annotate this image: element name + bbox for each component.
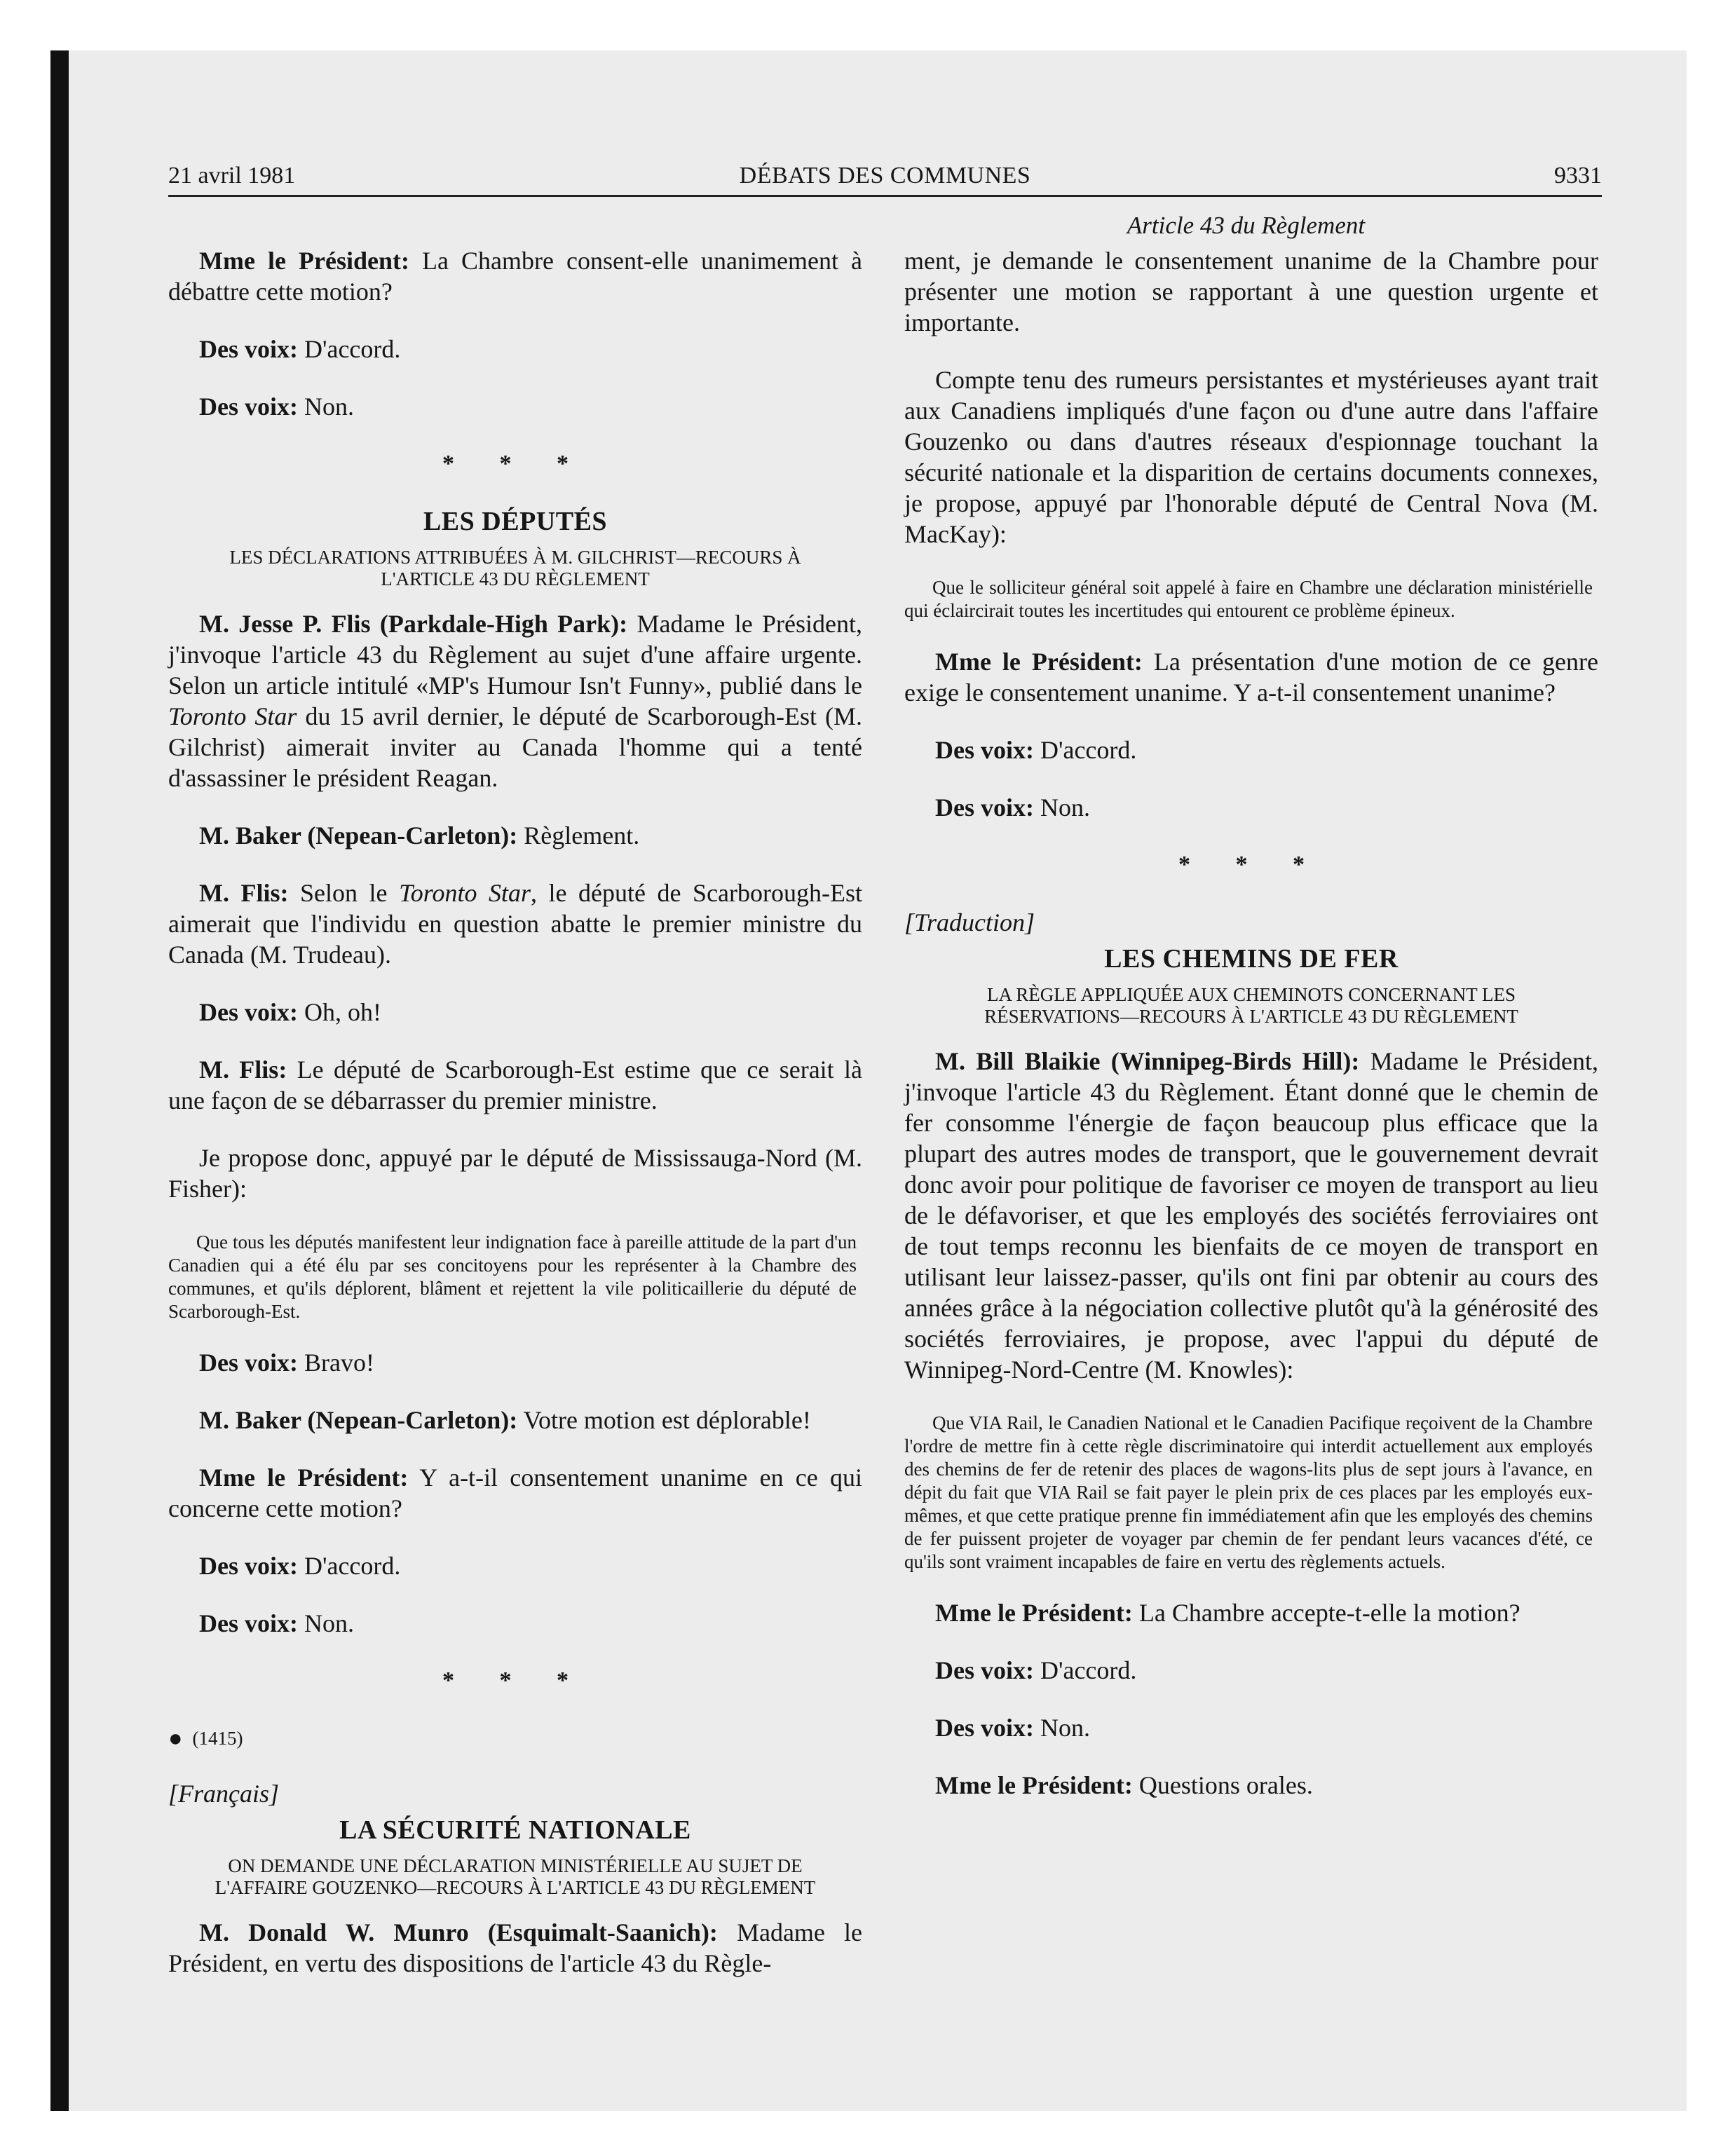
speaker-name: M. Jesse P. Flis (Parkdale-High Park): bbox=[199, 610, 628, 638]
speech-text: , le député de Scarborough-Est aimerait que l'individu en question abatte le premier ministre du Canada (M. Trudeau). bbox=[168, 879, 862, 969]
speech-paragraph bbox=[168, 820, 862, 851]
time-marker-text: (1415) bbox=[192, 1728, 243, 1749]
speech-paragraph bbox=[168, 1550, 862, 1581]
speaker-name: Mme le Président: bbox=[199, 1464, 409, 1492]
speech-text: Bravo! bbox=[297, 1349, 374, 1377]
speech-text: Y a-t-il consentement unanime en ce qui concerne cette motion? bbox=[168, 1464, 862, 1522]
speech-text: La Chambre accepte-t-elle la motion? bbox=[1132, 1599, 1520, 1627]
speaker-name: M. Flis: bbox=[199, 1056, 287, 1084]
speaker-name: Des voix: bbox=[199, 1609, 298, 1637]
speaker-name: Des voix: bbox=[199, 1552, 298, 1580]
language-tag: [Français] bbox=[168, 1780, 280, 1808]
speech-text: Questions orales. bbox=[1132, 1771, 1313, 1799]
right-column bbox=[904, 245, 1598, 1827]
speech-text: D'accord. bbox=[297, 1552, 401, 1580]
speaker-name: M. Donald W. Munro (Esquimalt-Saanich): bbox=[199, 1918, 718, 1946]
speech-paragraph: Compte tenu des rumeurs persistantes et mystérieuses ayant trait aux Canadiens impliqués d'une façon ou d'une autre dans l'affaire Gouzenko ou dans d'autres réseaux d'espionnage touchant la sécurité nationale et la disparition de certains documents connexes, je propose, appuyé par l'honorable député de Central Nova (M. MacKay): bbox=[904, 366, 1598, 548]
speech-paragraph bbox=[168, 245, 862, 307]
speech-paragraph bbox=[904, 1770, 1598, 1801]
bullet-icon: ● bbox=[168, 1726, 183, 1752]
speech-paragraph bbox=[168, 1054, 862, 1116]
speech-paragraph bbox=[168, 1347, 862, 1378]
speaker-name: Des voix: bbox=[935, 736, 1034, 764]
left-column bbox=[168, 245, 862, 2005]
speech-paragraph bbox=[168, 1917, 862, 1979]
speech-paragraph bbox=[904, 1046, 1598, 1385]
section-subtitle: ON DEMANDE UNE DÉCLARATION MINISTÉRIELLE AU SUJET DE L'AFFAIRE GOUZENKO—RECOURS À L'ARTICLE 43 DU RÈGLEMENT bbox=[215, 1855, 816, 1898]
speech-paragraph bbox=[168, 391, 862, 422]
speech-text: Non. bbox=[1033, 793, 1090, 821]
speaker-name: Des voix: bbox=[935, 1714, 1034, 1742]
speaker-name: Des voix: bbox=[199, 335, 298, 363]
speech-paragraph bbox=[904, 792, 1598, 823]
speech-text: Madame le Président, en vertu des dispositions de l'article 43 du Règle- bbox=[168, 1918, 862, 1977]
header-page-number: 9331 bbox=[1554, 163, 1602, 189]
speaker-name: Des voix: bbox=[935, 1656, 1034, 1684]
speech-text: Non. bbox=[1033, 1714, 1090, 1742]
speech-paragraph bbox=[168, 1608, 862, 1639]
speech-paragraph bbox=[168, 334, 862, 364]
speech-text: D'accord. bbox=[1033, 1656, 1137, 1684]
speaker-name: M. Bill Blaikie (Winnipeg-Birds Hill): bbox=[935, 1047, 1360, 1075]
motion-quote: Que tous les députés manifestent leur indignation face à pareille attitude de la part d'un Canadien qui a été élu par ses concitoyens pour les représenter à la Chambre des communes, et qu'ils déplorent, blâment et rejettent la vile politicaillerie du député de Scarborough-Est. bbox=[168, 1231, 857, 1322]
speech-text: Non. bbox=[297, 393, 354, 421]
section-separator: * * * bbox=[1178, 852, 1324, 878]
speech-text: Non. bbox=[297, 1609, 354, 1637]
speech-text: D'accord. bbox=[297, 335, 401, 363]
header-date: 21 avril 1981 bbox=[168, 163, 296, 189]
speech-paragraph bbox=[904, 735, 1598, 765]
language-tag: [Traduction] bbox=[904, 908, 1035, 936]
newspaper-title: Toronto Star bbox=[399, 879, 531, 907]
speech-paragraph bbox=[168, 878, 862, 970]
speaker-name: Des voix: bbox=[935, 793, 1034, 821]
speaker-name: Des voix: bbox=[199, 998, 298, 1026]
speaker-name: M. Flis: bbox=[199, 879, 289, 907]
speech-text: Oh, oh! bbox=[297, 998, 381, 1026]
speech-paragraph bbox=[904, 1712, 1598, 1743]
speech-text: Madame le Président, j'invoque l'article 43 du Règlement au sujet d'une affaire urgente. Selon un article intitulé «MP's Humour Isn't Funny», publié dans le bbox=[168, 610, 862, 700]
speech-text: du 15 avril dernier, le député de Scarborough-Est (M. Gilchrist) aimerait inviter au Canada l'homme qui a tenté d'assassiner le président Reagan. bbox=[168, 702, 863, 792]
section-separator: * * * bbox=[442, 1667, 588, 1693]
speaker-name: Mme le Président: bbox=[199, 247, 409, 275]
motion-quote: Que le solliciteur général soit appelé à faire en Chambre une déclaration ministérielle qui éclaircirait toutes les incertitudes qui entourent ce problème épineux. bbox=[904, 577, 1593, 621]
speech-paragraph: Je propose donc, appuyé par le député de Mississauga-Nord (M. Fisher): bbox=[168, 1144, 862, 1203]
speech-text: Votre motion est déplorable! bbox=[517, 1406, 811, 1434]
motion-quote: Que VIA Rail, le Canadien National et le Canadien Pacifique reçoivent de la Chambre l'ordre de mettre fin à cette règle discriminatoire qui interdit actuellement aux employés des chemins de fer de retenir des places de wagons-lits plus de sept jours à l'avance, en dépit du fait que VIA Rail se fait payer le plein prix de ces places par les employés eux-mêmes, et que cette pratique prenne fin immédiatement afin que les employés des chemins de fer puissent projeter de voyager par chemin de fer pendant leurs vacances d'été, ce qu'ils sont vraiment incapables de faire en vertu des règlements actuels. bbox=[904, 1412, 1593, 1572]
speaker-name: Mme le Président: bbox=[935, 1599, 1133, 1627]
speech-paragraph bbox=[904, 1597, 1598, 1628]
speaker-name: Mme le Président: bbox=[935, 1771, 1133, 1799]
speech-paragraph bbox=[168, 608, 862, 793]
speech-text: Le député de Scarborough-Est estime que ce serait là une façon de se débarrasser du premier ministre. bbox=[168, 1056, 862, 1114]
page-header bbox=[168, 163, 1602, 197]
speech-paragraph bbox=[904, 1655, 1598, 1686]
header-title: DÉBATS DES COMMUNES bbox=[739, 163, 1031, 189]
speech-text: Selon le bbox=[288, 879, 400, 907]
section-title: LA SÉCURITÉ NATIONALE bbox=[339, 1815, 691, 1845]
time-marker bbox=[168, 1723, 862, 1754]
section-subtitle: LES DÉCLARATIONS ATTRIBUÉES À M. GILCHRIST—RECOURS À L'ARTICLE 43 DU RÈGLEMENT bbox=[229, 547, 801, 589]
speech-text: La présentation d'une motion de ce genre exige le consentement unanime. Y a-t-il consentement unanime? bbox=[904, 648, 1598, 707]
speech-paragraph: ment, je demande le consentement unanime de la Chambre pour présenter une motion se rapportant à une question urgente et importante. bbox=[904, 247, 1598, 336]
section-title: LES DÉPUTÉS bbox=[423, 507, 608, 536]
section-subtitle: LA RÈGLE APPLIQUÉE AUX CHEMINOTS CONCERNANT LES RÉSERVATIONS—RECOURS À L'ARTICLE 43 DU RÈGLEMENT bbox=[984, 984, 1518, 1027]
speech-text: D'accord. bbox=[1033, 736, 1137, 764]
section-title: LES CHEMINS DE FER bbox=[1104, 944, 1399, 974]
speaker-name: Des voix: bbox=[199, 1349, 298, 1377]
section-separator: * * * bbox=[442, 451, 588, 477]
speech-text: Règlement. bbox=[517, 821, 640, 850]
speech-paragraph bbox=[168, 997, 862, 1028]
speaker-name: Mme le Président: bbox=[935, 648, 1143, 676]
running-head: Article 43 du Règlement bbox=[1127, 212, 1366, 239]
speaker-name: M. Baker (Nepean-Carleton): bbox=[199, 1406, 518, 1434]
newspaper-title: Toronto Star bbox=[168, 702, 297, 730]
speech-text: La Chambre consent-elle unanimement à débattre cette motion? bbox=[168, 247, 862, 306]
speech-paragraph bbox=[168, 1462, 862, 1524]
speech-text: Madame le Président, j'invoque l'article 43 du Règlement. Étant donné que le chemin de fer consomme l'énergie de façon beaucoup plus efficace que la plupart des autres modes de transport, que le gouvernement devrait donc avoir pour politique de favoriser ce moyen de transport au lieu de le défavoriser, et que les employés des sociétés ferroviaires ont de tout temps reconnu les bienfaits de ce moyen de transport en utilisant leur laissez-passer, qu'ils ont fini par obtenir au cours des années grâce à la négociation collective plutôt qu'à la générosité des sociétés ferroviaires, je propose, avec l'appui du député de Winnipeg-Nord-Centre (M. Knowles): bbox=[904, 1047, 1598, 1384]
speaker-name: Des voix: bbox=[199, 393, 298, 421]
speech-paragraph bbox=[168, 1405, 862, 1435]
speech-paragraph bbox=[904, 646, 1598, 708]
speaker-name: M. Baker (Nepean-Carleton): bbox=[199, 821, 518, 850]
